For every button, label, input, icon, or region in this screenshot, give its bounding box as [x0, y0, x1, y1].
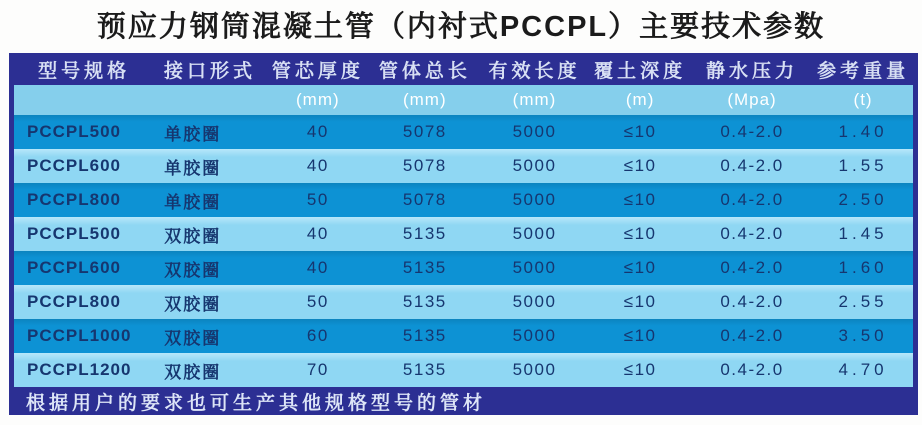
column-unit: (mm) [370, 85, 480, 115]
table-cell: ≤10 [589, 251, 691, 285]
table-cell: 5000 [480, 319, 590, 353]
table-cell: PCCPL800 [14, 183, 154, 217]
column-unit: (mm) [480, 85, 590, 115]
table-row [14, 217, 913, 251]
table-cell: 5078 [370, 149, 480, 183]
column-header: 静水压力 [691, 53, 813, 85]
column-header: 型号规格 [14, 53, 154, 85]
table-row [14, 319, 913, 353]
table-cell: ≤10 [589, 183, 691, 217]
column-unit: (m) [589, 85, 691, 115]
table-cell: 5000 [480, 217, 590, 251]
table-cell: 5135 [370, 353, 480, 387]
header-row [14, 53, 913, 85]
table-cell: 双胶圈 [154, 319, 265, 353]
table-cell: PCCPL500 [14, 217, 154, 251]
column-unit [154, 85, 265, 115]
footer-note: 根据用户的要求也可生产其他规格型号的管材 [14, 387, 913, 415]
table-cell: 5078 [370, 183, 480, 217]
spec-table-grid [14, 53, 913, 415]
table-cell: PCCPL600 [14, 149, 154, 183]
table-cell: ≤10 [589, 115, 691, 149]
table-cell: 5000 [480, 251, 590, 285]
column-unit [14, 85, 154, 115]
table-cell: 5078 [370, 115, 480, 149]
units-row [14, 85, 913, 115]
table-cell: PCCPL1200 [14, 353, 154, 387]
table-cell: ≤10 [589, 217, 691, 251]
footer-row [14, 387, 913, 415]
table-cell: 1.60 [813, 251, 913, 285]
table-cell: 0.4-2.0 [691, 115, 813, 149]
table-row [14, 115, 913, 149]
table-cell: ≤10 [589, 319, 691, 353]
table-cell: 单胶圈 [154, 115, 265, 149]
table-cell: 5135 [370, 251, 480, 285]
table-cell: 单胶圈 [154, 183, 265, 217]
column-unit: (mm) [266, 85, 370, 115]
table-cell: 5000 [480, 115, 590, 149]
table-body [14, 115, 913, 387]
table-cell: 50 [266, 183, 370, 217]
table-row [14, 285, 913, 319]
table-cell: 0.4-2.0 [691, 217, 813, 251]
table-row [14, 183, 913, 217]
table-cell: 双胶圈 [154, 217, 265, 251]
column-header: 管芯厚度 [266, 53, 370, 85]
table-row [14, 353, 913, 387]
table-cell: 5135 [370, 217, 480, 251]
table-cell: PCCPL500 [14, 115, 154, 149]
spec-table [9, 53, 918, 415]
table-cell: 双胶圈 [154, 353, 265, 387]
table-cell: ≤10 [589, 149, 691, 183]
table-cell: 40 [266, 217, 370, 251]
table-cell: 双胶圈 [154, 251, 265, 285]
column-header: 管体总长 [370, 53, 480, 85]
table-cell: 40 [266, 149, 370, 183]
table-cell: 5000 [480, 285, 590, 319]
table-cell: 0.4-2.0 [691, 251, 813, 285]
table-cell: PCCPL600 [14, 251, 154, 285]
column-unit: (Mpa) [691, 85, 813, 115]
table-cell: 5135 [370, 285, 480, 319]
column-unit: (t) [813, 85, 913, 115]
table-cell: ≤10 [589, 285, 691, 319]
table-cell: 双胶圈 [154, 285, 265, 319]
table-cell: 1.55 [813, 149, 913, 183]
table-cell: 40 [266, 115, 370, 149]
column-header: 覆土深度 [589, 53, 691, 85]
table-cell: 0.4-2.0 [691, 285, 813, 319]
table-row [14, 149, 913, 183]
table-cell: ≤10 [589, 353, 691, 387]
table-cell: 5000 [480, 353, 590, 387]
page-title: 预应力钢筒混凝土管（内衬式PCCPL）主要技术参数 [96, 11, 826, 43]
table-cell: 5135 [370, 319, 480, 353]
table-cell: 2.50 [813, 183, 913, 217]
table-cell: 5000 [480, 149, 590, 183]
table-cell: 70 [266, 353, 370, 387]
table-cell: 0.4-2.0 [691, 183, 813, 217]
table-cell: 5000 [480, 183, 590, 217]
table-cell: 40 [266, 251, 370, 285]
table-cell: 0.4-2.0 [691, 353, 813, 387]
table-row [14, 251, 913, 285]
table-cell: 0.4-2.0 [691, 149, 813, 183]
table-cell: 2.55 [813, 285, 913, 319]
table-cell: 0.4-2.0 [691, 319, 813, 353]
table-cell: 4.70 [813, 353, 913, 387]
table-cell: PCCPL1000 [14, 319, 154, 353]
table-cell: 单胶圈 [154, 149, 265, 183]
table-cell: 60 [266, 319, 370, 353]
table-cell: 1.40 [813, 115, 913, 149]
table-cell: 50 [266, 285, 370, 319]
table-cell: PCCPL800 [14, 285, 154, 319]
table-cell: 3.50 [813, 319, 913, 353]
column-header: 接口形式 [154, 53, 265, 85]
column-header: 有效长度 [480, 53, 590, 85]
column-header: 参考重量 [813, 53, 913, 85]
table-cell: 1.45 [813, 217, 913, 251]
